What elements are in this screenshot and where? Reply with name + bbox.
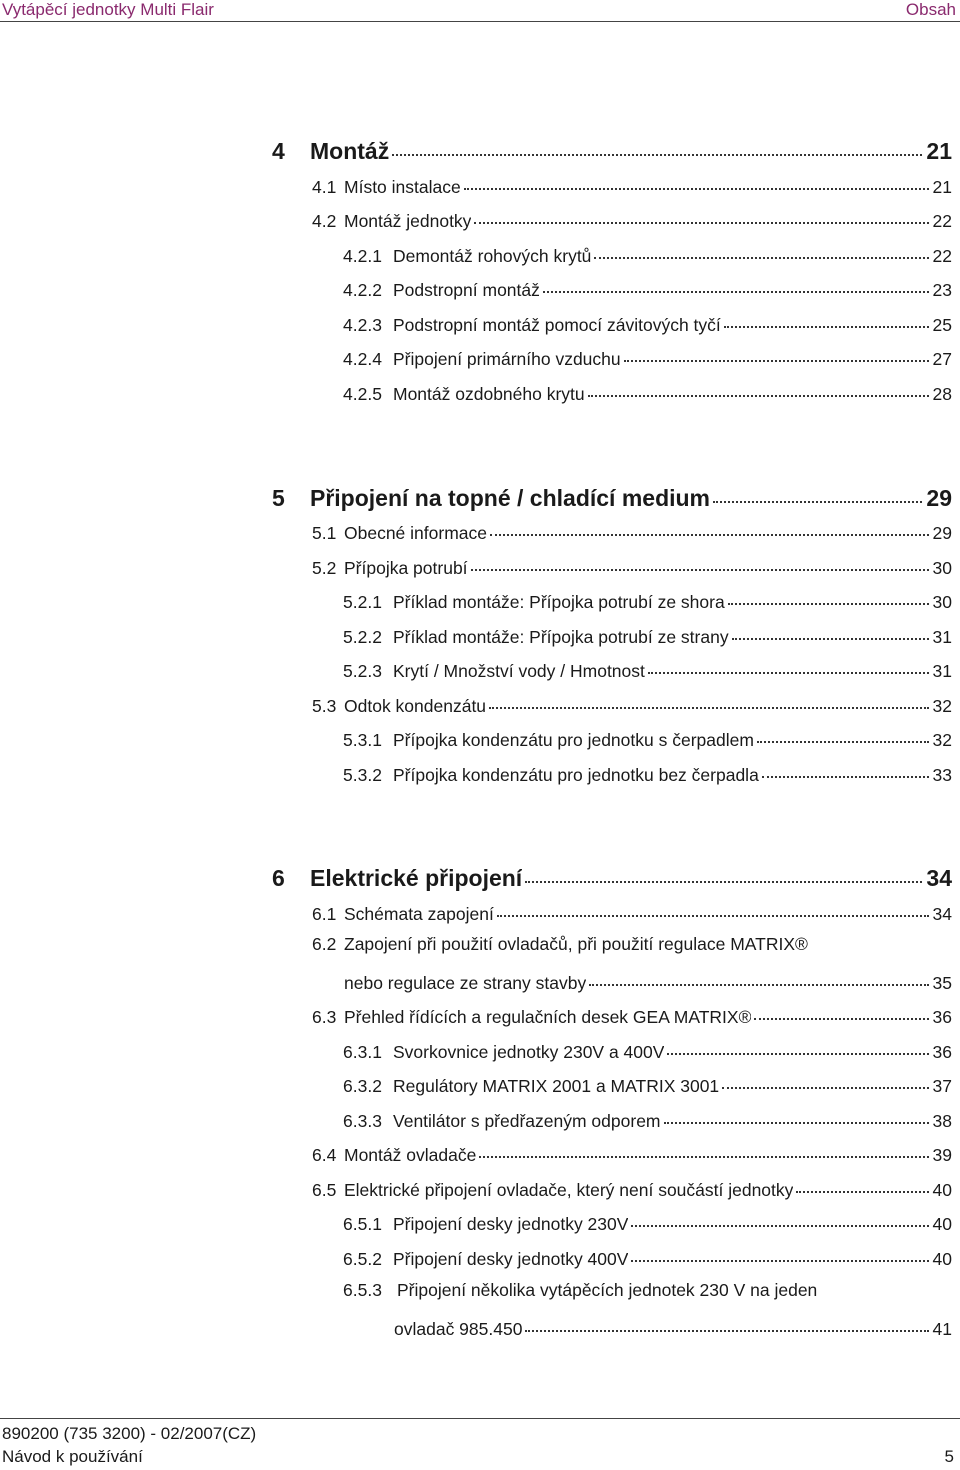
- toc-leader: [667, 1035, 928, 1055]
- toc-leader: [724, 308, 929, 328]
- toc-title: Přípojka potrubí: [344, 557, 468, 578]
- toc-number: 6.3.3: [343, 1110, 382, 1131]
- footer-document-code: 890200 (735 3200) - 02/2007(CZ): [2, 1424, 257, 1443]
- toc-title: Montáž ozdobného krytu: [393, 383, 585, 404]
- toc-number: 6.5.3: [343, 1280, 382, 1300]
- toc-title: Montáž: [310, 138, 390, 164]
- toc-title: Příklad montáže: Přípojka potrubí ze strany: [393, 626, 729, 647]
- toc-leader: [594, 239, 928, 259]
- header-divider: [0, 21, 960, 22]
- toc-title: Přípojka kondenzátu pro jednotku s čerpadlem: [393, 729, 754, 750]
- toc-number: 5.2.2: [343, 626, 382, 647]
- toc-entry-6-4[interactable]: [312, 1141, 952, 1166]
- toc-page: 33: [932, 764, 952, 785]
- toc-leader: [732, 620, 929, 640]
- toc-number: 4.2.4: [343, 348, 382, 369]
- toc-title: Připojení několika vytápěcích jednotek 230 V na jeden: [397, 1280, 818, 1300]
- toc-leader: [713, 478, 922, 503]
- toc-page: 30: [932, 591, 952, 612]
- toc-entry-5-2-1[interactable]: [343, 588, 952, 613]
- toc-page: 29: [932, 522, 952, 543]
- toc-page: 31: [932, 660, 952, 681]
- toc-number: 4.1: [312, 176, 337, 197]
- toc-number: 5.2.3: [343, 660, 382, 681]
- toc-leader: [474, 204, 928, 224]
- toc-leader: [754, 1000, 928, 1020]
- toc-entry-6-2-line2[interactable]: [344, 969, 952, 994]
- toc-title: Odtok kondenzátu: [344, 695, 487, 716]
- toc-title: Elektrické připojení: [310, 865, 523, 891]
- toc-number: 6.3: [312, 1006, 337, 1027]
- toc-entry-5-3-2[interactable]: [343, 761, 952, 786]
- toc-number: 6.3.1: [343, 1041, 382, 1062]
- footer-divider: [0, 1418, 960, 1419]
- toc-number: 4: [272, 138, 285, 164]
- toc-title: Připojení na topné / chladící medium: [310, 485, 711, 511]
- toc-chapter-5[interactable]: [272, 481, 952, 512]
- toc-number: 4.2: [312, 210, 337, 231]
- toc-title: Příklad montáže: Přípojka potrubí ze shora: [393, 591, 725, 612]
- toc-entry-6-2-line1[interactable]: [312, 934, 808, 955]
- toc-leader: [471, 551, 929, 571]
- toc-number: 5.3: [312, 695, 337, 716]
- toc-title: Zapojení při použití ovladačů, při použití regulace MATRIX®: [344, 934, 808, 954]
- toc-number: 6.5: [312, 1179, 337, 1200]
- footer-document-type: Návod k používání: [2, 1447, 143, 1466]
- toc-page: 35: [932, 972, 952, 993]
- toc-entry-4-2-5[interactable]: [343, 380, 952, 405]
- toc-entry-4-2-3[interactable]: [343, 311, 952, 336]
- toc-entry-6-5[interactable]: [312, 1176, 952, 1201]
- toc-number: 6.4: [312, 1144, 337, 1165]
- toc-entry-6-3-1[interactable]: [343, 1038, 952, 1063]
- toc-entry-5-2[interactable]: [312, 554, 952, 579]
- toc-entry-4-2-4[interactable]: [343, 345, 952, 370]
- toc-title: Svorkovnice jednotky 230V a 400V: [393, 1041, 665, 1062]
- toc-leader: [588, 377, 929, 397]
- toc-leader: [728, 585, 929, 605]
- toc-page: 32: [932, 695, 952, 716]
- toc-page: 39: [932, 1144, 952, 1165]
- toc-page: 40: [932, 1179, 952, 1200]
- toc-number: 4.2.3: [343, 314, 382, 335]
- toc-page: 30: [932, 557, 952, 578]
- toc-page: 22: [932, 245, 952, 266]
- toc-number: 6.3.2: [343, 1075, 382, 1096]
- toc-entry-5-1[interactable]: [312, 519, 952, 544]
- toc-title: Připojení desky jednotky 230V: [393, 1213, 629, 1234]
- toc-leader: [796, 1173, 928, 1193]
- toc-number: 5.2.1: [343, 591, 382, 612]
- toc-entry-6-3-2[interactable]: [343, 1072, 952, 1097]
- toc-title: Montáž ovladače: [344, 1144, 477, 1165]
- toc-leader: [762, 758, 929, 778]
- footer-page-number: 5: [944, 1447, 954, 1466]
- toc-entry-5-2-2[interactable]: [343, 623, 952, 648]
- header-section: Obsah: [905, 0, 956, 19]
- toc-entry-6-5-2[interactable]: [343, 1245, 952, 1270]
- toc-title: ovladač 985.450: [394, 1318, 523, 1339]
- toc-entry-6-3[interactable]: [312, 1003, 952, 1028]
- header-title: Vytápěcí jednotky Multi Flair: [2, 0, 214, 19]
- toc-number: 6.1: [312, 903, 337, 924]
- toc-leader: [464, 170, 929, 190]
- toc-page: 40: [932, 1248, 952, 1269]
- toc-title: Připojení primárního vzduchu: [393, 348, 621, 369]
- toc-title: nebo regulace ze strany stavby: [344, 972, 587, 993]
- toc-page: 34: [926, 865, 952, 891]
- toc-title: Ventilátor s předřazeným odporem: [393, 1110, 661, 1131]
- toc-number: 4.2.1: [343, 245, 382, 266]
- toc-number: 5.3.2: [343, 764, 382, 785]
- toc-page: 23: [932, 279, 952, 300]
- toc-leader: [479, 1138, 928, 1158]
- toc-title: Přehled řídících a regulačních desek GEA MATRIX®: [344, 1006, 752, 1027]
- toc-leader: [757, 723, 929, 743]
- toc-leader: [648, 654, 929, 674]
- toc-number: 6.2: [312, 934, 337, 954]
- toc-entry-5-3[interactable]: [312, 692, 952, 717]
- toc-page: 25: [932, 314, 952, 335]
- toc-leader: [497, 897, 929, 917]
- toc-entry-6-1[interactable]: [312, 900, 952, 925]
- toc-page: 21: [932, 176, 952, 197]
- toc-number: 6.5.1: [343, 1213, 382, 1234]
- toc-number: 5.1: [312, 522, 337, 543]
- toc-title: Místo instalace: [344, 176, 461, 197]
- toc-leader: [489, 689, 928, 709]
- toc-entry-4-2[interactable]: [312, 207, 952, 232]
- toc-leader: [589, 966, 928, 986]
- toc-number: 6.5.2: [343, 1248, 382, 1269]
- toc-page: 22: [932, 210, 952, 231]
- toc-title: Elektrické připojení ovladače, který není součástí jednotky: [344, 1179, 794, 1200]
- toc-title: Obecné informace: [344, 522, 487, 543]
- toc-page: 36: [932, 1006, 952, 1027]
- toc-title: Připojení desky jednotky 400V: [393, 1248, 629, 1269]
- toc-leader: [624, 342, 929, 362]
- toc-number: 4.2.5: [343, 383, 382, 404]
- toc-leader: [392, 131, 922, 156]
- toc-page: 37: [932, 1075, 952, 1096]
- toc-page: 36: [932, 1041, 952, 1062]
- toc-entry-4-2-1[interactable]: [343, 242, 952, 267]
- toc-entry-6-5-3-line1[interactable]: [343, 1280, 817, 1301]
- toc-entry-5-3-1[interactable]: [343, 726, 952, 751]
- toc-number: 4.2.2: [343, 279, 382, 300]
- toc-page: 31: [932, 626, 952, 647]
- toc-title: Montáž jednotky: [344, 210, 472, 231]
- toc-page: 29: [926, 485, 952, 511]
- toc-leader: [631, 1242, 928, 1262]
- toc-leader: [525, 1312, 928, 1332]
- toc-page: 21: [926, 138, 952, 164]
- toc-entry-6-5-3-line2[interactable]: [394, 1315, 952, 1340]
- toc-page: 40: [932, 1213, 952, 1234]
- toc-leader: [722, 1069, 928, 1089]
- toc-title: Krytí / Množství vody / Hmotnost: [393, 660, 645, 681]
- toc-page: 28: [932, 383, 952, 404]
- toc-leader: [664, 1104, 929, 1124]
- toc-chapter-6[interactable]: [272, 861, 952, 892]
- toc-number: 5.2: [312, 557, 337, 578]
- toc-title: Demontáž rohových krytů: [393, 245, 592, 266]
- toc-leader: [525, 858, 922, 883]
- toc-entry-4-1[interactable]: [312, 173, 952, 198]
- toc-leader: [631, 1207, 928, 1227]
- toc-title: Podstropní montáž pomocí závitových tyčí: [393, 314, 721, 335]
- toc-number: 5.3.1: [343, 729, 382, 750]
- toc-number: 5: [272, 485, 285, 511]
- toc-page: 32: [932, 729, 952, 750]
- toc-title: Regulátory MATRIX 2001 a MATRIX 3001: [393, 1075, 720, 1096]
- toc-title: Přípojka kondenzátu pro jednotku bez čerpadla: [393, 764, 759, 785]
- toc-entry-6-3-3[interactable]: [343, 1107, 952, 1132]
- toc-chapter-4[interactable]: [272, 134, 952, 165]
- toc-leader: [543, 273, 929, 293]
- toc-page: 27: [932, 348, 952, 369]
- toc-entry-5-2-3[interactable]: [343, 657, 952, 682]
- toc-title: Schémata zapojení: [344, 903, 494, 924]
- toc-title: Podstropní montáž: [393, 279, 540, 300]
- toc-page: 41: [932, 1318, 952, 1339]
- toc-page: 38: [932, 1110, 952, 1131]
- toc-entry-4-2-2[interactable]: [343, 276, 952, 301]
- toc-number: 6: [272, 865, 285, 891]
- toc-entry-6-5-1[interactable]: [343, 1210, 952, 1235]
- toc-page: 34: [932, 903, 952, 924]
- toc-leader: [490, 516, 929, 536]
